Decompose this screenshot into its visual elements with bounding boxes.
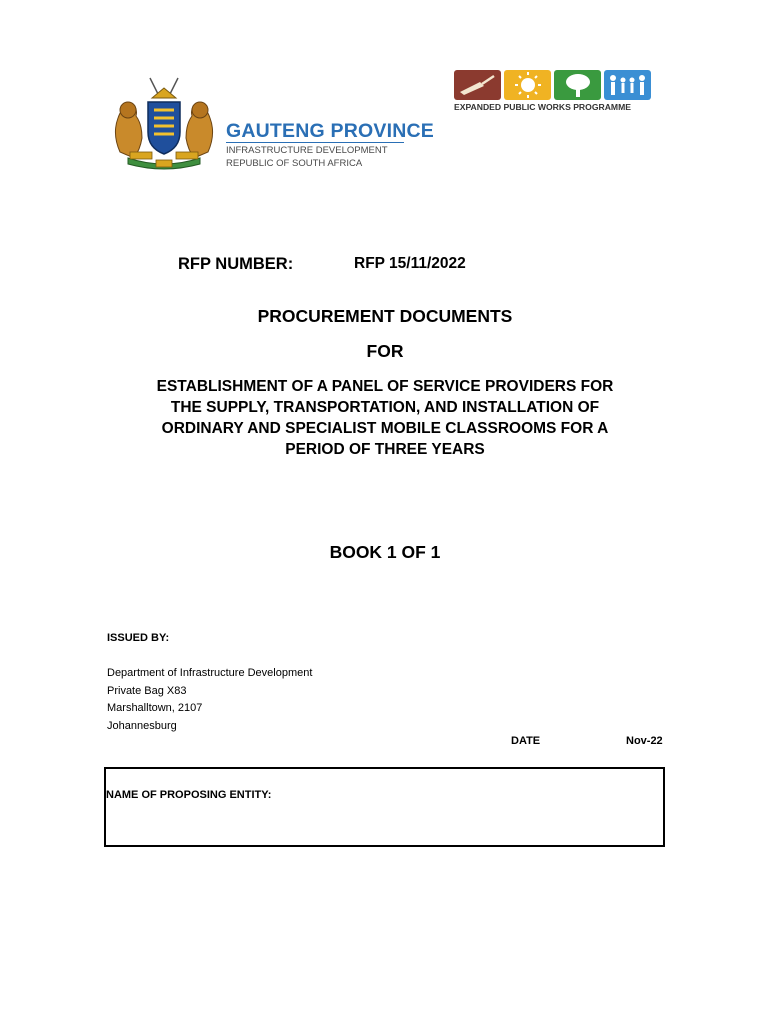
department-line: INFRASTRUCTURE DEVELOPMENT (226, 145, 388, 156)
family-icon (604, 70, 651, 100)
subject-line: ESTABLISHMENT OF A PANEL OF SERVICE PROVIDERS FOR (156, 378, 614, 395)
proposing-entity-label: NAME OF PROPOSING ENTITY: (106, 789, 272, 801)
book-number: BOOK 1 OF 1 (329, 542, 441, 562)
proposing-entity-field[interactable] (104, 767, 665, 847)
logo-divider (226, 142, 404, 143)
subject-line: THE SUPPLY, TRANSPORTATION, AND INSTALLATION OF (170, 399, 600, 416)
epwp-logo (454, 70, 651, 101)
document-title: PROCUREMENT DOCUMENTS (257, 306, 513, 326)
issuer-address (107, 665, 312, 735)
trowel-icon (454, 70, 501, 100)
rfp-number-label: RFP NUMBER: (178, 255, 294, 273)
coat-of-arms-icon (108, 74, 220, 174)
date-label: DATE (511, 735, 541, 747)
address-line: Department of Infrastructure Development (107, 667, 313, 679)
issued-by-label: ISSUED BY: (107, 632, 170, 644)
address-line: Marshalltown, 2107 (107, 702, 203, 714)
gauteng-department-lines (226, 145, 388, 170)
subject-line: ORDINARY AND SPECIALIST MOBILE CLASSROOMS FOR A (161, 420, 609, 437)
address-line: Johannesburg (107, 719, 177, 732)
address-line: Private Bag X83 (107, 684, 187, 697)
sun-icon (504, 70, 551, 100)
tree-icon (554, 70, 601, 100)
subject-line: PERIOD OF THREE YEARS (285, 441, 485, 458)
rfp-number-value: RFP 15/11/2022 (354, 255, 466, 272)
document-subject (112, 376, 658, 460)
country-line: REPUBLIC OF SOUTH AFRICA (226, 157, 363, 169)
for-label: FOR (366, 341, 404, 361)
date-value: Nov-22 (626, 735, 663, 747)
gauteng-province-name: GAUTENG PROVINCE (226, 120, 434, 142)
epwp-caption: EXPANDED PUBLIC WORKS PROGRAMME (454, 102, 631, 112)
